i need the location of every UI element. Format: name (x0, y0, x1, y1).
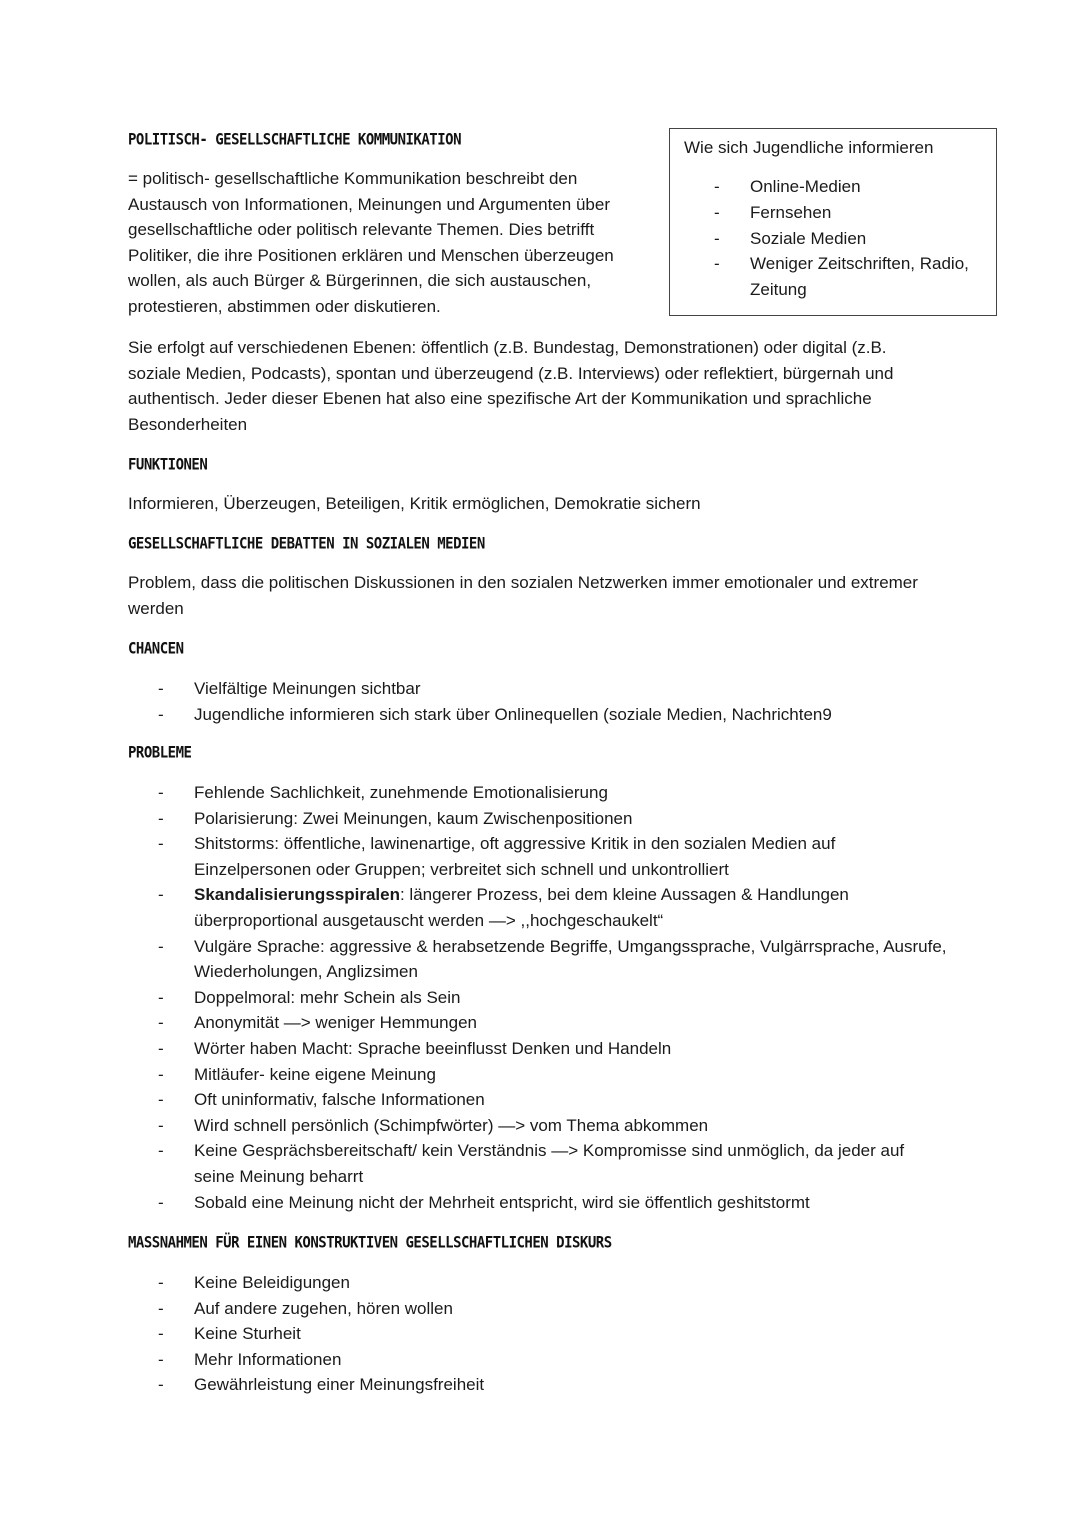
bullet-dash: - (158, 1324, 164, 1344)
bullet-dash: - (158, 1375, 164, 1395)
list-item (714, 174, 984, 200)
list-item (158, 1087, 948, 1113)
bullet-dash: - (714, 202, 720, 222)
list-item-text: Wörter haben Macht: Sprache beeinflusst Denken und Handeln (194, 1038, 672, 1058)
bullet-dash: - (158, 679, 164, 698)
list-item (158, 831, 948, 882)
heading-chancen: CHANCEN (128, 639, 184, 659)
massnahmen-list (158, 1270, 948, 1398)
funktionen-paragraph: Informieren, Überzeugen, Beteiligen, Kritik ermöglichen, Demokratie sichern (128, 494, 701, 513)
bullet-dash: - (158, 783, 164, 802)
bullet-dash: - (158, 1115, 164, 1135)
list-item (158, 882, 948, 933)
list-item (158, 1190, 948, 1216)
probleme-list (158, 780, 948, 1215)
ebenen-paragraph: Sie erfolgt auf verschiedenen Ebenen: öffentlich (z.B. Bundestag, Demonstrationen) oder digital (z.B. soziale Medien, Podcasts), spontan und überzeugend (z.B. Interviews) oder reflektiert, bürgernah und authentisch. Jeder dieser Ebenen hat also eine spezifische Art der Kommunikation und sprachliche Besonderheiten (128, 338, 894, 434)
list-item (158, 1270, 948, 1296)
list-item (158, 1372, 948, 1398)
list-item (158, 1296, 948, 1322)
bullet-dash: - (158, 1064, 164, 1084)
intro-paragraph: = politisch- gesellschaftliche Kommunikation beschreibt den Austausch von Informationen, Meinungen und Argumenten über gesellschaftliche oder politisch relevante Themen. Dies betrifft Politiker, die ihre Positionen erklären und Menschen überzeugen wollen, als auch Bürger & Bürgerinnen, die sich austauschen, protestieren, abstimmen oder diskutieren. (128, 169, 614, 316)
info-box-title: Wie sich Jugendliche informieren (684, 138, 934, 157)
list-item-text: Keine Sturheit (194, 1324, 301, 1344)
term-bold: Skandalisierungsspiralen (194, 885, 400, 905)
bullet-dash: - (158, 885, 164, 905)
debatten-paragraph: Problem, dass die politischen Diskussionen in den sozialen Netzwerken immer emotionaler und extremer werden (128, 573, 918, 618)
bullet-dash: - (158, 1349, 164, 1369)
list-item (158, 1010, 948, 1036)
info-box-list (714, 174, 984, 303)
list-item-text: Keine Beleidigungen (194, 1273, 350, 1292)
list-item-text: Oft uninformativ, falsche Informationen (194, 1090, 485, 1110)
list-item-text: Mitläufer- keine eigene Meinung (194, 1064, 436, 1084)
bullet-dash: - (714, 177, 720, 196)
heading-funktionen: FUNKTIONEN (128, 455, 208, 475)
bullet-dash: - (158, 1090, 164, 1110)
list-item (714, 200, 984, 226)
bullet-dash: - (158, 1273, 164, 1292)
list-item (714, 226, 984, 252)
list-item-text: Sobald eine Meinung nicht der Mehrheit entspricht, wird sie öffentlich geshitstormt (194, 1192, 810, 1212)
bullet-dash: - (158, 704, 164, 724)
list-item-text: Anonymität —> weniger Hemmungen (194, 1013, 477, 1033)
list-item (158, 676, 948, 702)
heading-debatten: GESELLSCHAFTLICHE DEBATTEN IN SOZIALEN MEDIEN (128, 534, 485, 554)
list-item (158, 780, 948, 806)
list-item (158, 806, 948, 832)
bullet-dash: - (158, 1192, 164, 1212)
list-item (158, 1062, 948, 1088)
list-item (158, 1113, 948, 1139)
list-item (158, 1036, 948, 1062)
list-item-text: Fernsehen (750, 202, 832, 222)
bullet-dash: - (158, 1298, 164, 1318)
list-item-text: Auf andere zugehen, hören wollen (194, 1298, 453, 1318)
bullet-dash: - (158, 834, 164, 854)
list-item-text: Wird schnell persönlich (Schimpfwörter) —> vom Thema abkommen (194, 1115, 709, 1135)
bullet-dash: - (158, 1038, 164, 1058)
list-item (158, 1347, 948, 1373)
bullet-dash: - (158, 936, 164, 956)
bullet-dash: - (158, 808, 164, 828)
list-item (714, 251, 984, 303)
list-item-text: : längerer Prozess, bei dem kleine Aussagen & Handlungen überproportional ausgetauscht werden —> ,,hochgeschaukelt“ (194, 885, 849, 930)
list-item-text: Fehlende Sachlichkeit, zunehmende Emotionalisierung (194, 783, 608, 802)
list-item-text: Soziale Medien (750, 228, 867, 248)
list-item-text: Vielfältige Meinungen sichtbar (194, 679, 421, 698)
list-item-text: Online-Medien (750, 177, 861, 196)
bullet-dash: - (714, 254, 720, 274)
chancen-list (158, 676, 948, 727)
list-item (158, 1321, 948, 1347)
heading-probleme: PROBLEME (128, 743, 192, 763)
bullet-dash: - (158, 1013, 164, 1033)
list-item-text: Doppelmoral: mehr Schein als Sein (194, 987, 461, 1007)
heading-massnahmen: MASSNAHMEN FÜR EINEN KONSTRUKTIVEN GESELLSCHAFTLICHEN DISKURS (128, 1233, 612, 1253)
bullet-dash: - (714, 228, 720, 248)
list-item (158, 702, 948, 728)
list-item-text: Vulgäre Sprache: aggressive & herabsetzende Begriffe, Umgangssprache, Vulgärrsprache, Ausrufe, Wiederholungen, Anglizsimen (194, 936, 947, 982)
info-box (669, 128, 997, 316)
list-item-text: Polarisierung: Zwei Meinungen, kaum Zwischenpositionen (194, 808, 633, 828)
list-item-text: Gewährleistung einer Meinungsfreiheit (194, 1375, 485, 1395)
bullet-dash: - (158, 1141, 164, 1161)
list-item (158, 1138, 948, 1189)
bullet-dash: - (158, 987, 164, 1007)
list-item-text: Jugendliche informieren sich stark über Onlinequellen (soziale Medien, Nachrichten9 (194, 704, 832, 724)
list-item (158, 934, 948, 985)
heading-main: POLITISCH- GESELLSCHAFTLICHE KOMMUNIKATION (128, 130, 462, 150)
list-item-text: Mehr Informationen (194, 1349, 342, 1369)
list-item-text: Shitstorms: öffentliche, lawinenartige, oft aggressive Kritik in den sozialen Medien auf Einzelpersonen oder Gruppen; verbreitet sich schnell und unkontrolliert (194, 834, 836, 879)
list-item-text: Weniger Zeitschriften, Radio, Zeitung (750, 254, 969, 300)
list-item-text: Keine Gesprächsbereitschaft/ kein Verständnis —> Kompromisse sind unmöglich, da jeder auf seine Meinung beharrt (194, 1141, 905, 1186)
list-item (158, 985, 948, 1011)
